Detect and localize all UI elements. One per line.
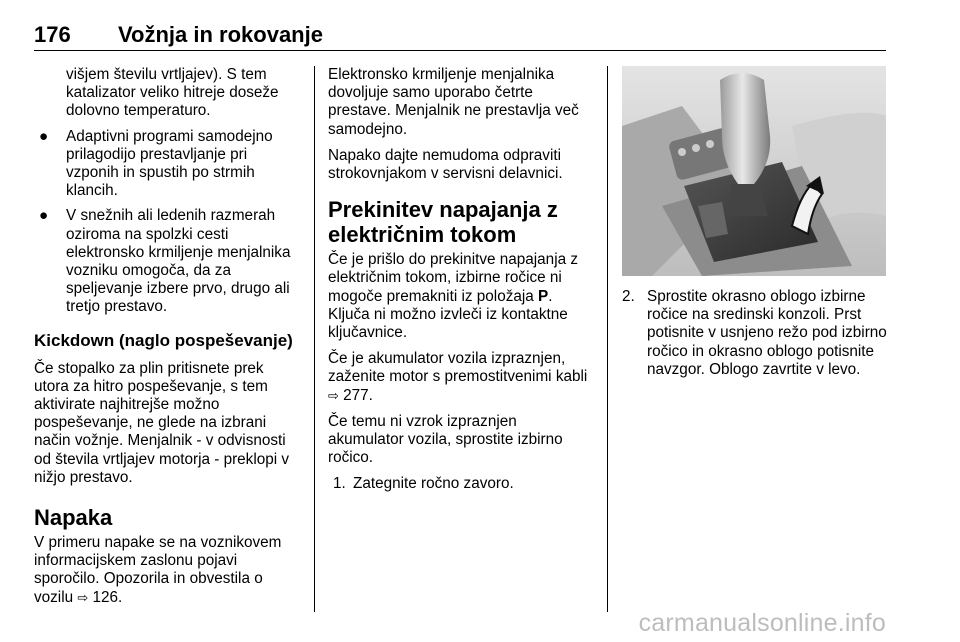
paragraph: Napako dajte nemudoma odpraviti strokovnjakom v servisni delavnici. [328,146,563,183]
page-number: 176 [34,22,71,47]
step-number: 1. [333,475,346,493]
list-item-text: V snežnih ali ledenih razmerah oziroma na spolzki cesti elektronsko krmiljenje menjalnika vozniku omogoča, da za speljevanje izbere prvo, drugo ali tretjo prestavo. [66,207,291,316]
kickdown-text: Če stopalko za plin pritisnete prek utora za hitro pospeševanje, s tem aktivirate najhitrejše možno pospeševanje, ne glede na izbrani način vožnje. Menjalnik - v odvisnosti od števila vrtljajev motorja - preklopi v nižjo prestavo. [34,359,290,486]
gear-selector-photo [622,66,886,276]
page-ref-link[interactable]: 277. [343,386,373,404]
gear-selector-illustration [622,66,886,276]
step-number: 2. [622,288,635,305]
step-1 [328,475,596,493]
list-item [34,207,302,316]
step-text: Sprostite okrasno oblogo izbirne ročice na sredinski konzoli. Prst potisnite v usnjeno režo pod izbirno ročico in okrasno oblogo potisnite navzgor. Oblogo zavrtite v levo. [647,288,887,378]
step-2 [622,288,888,379]
bullet-dot-icon: ● [39,207,49,225]
bullet-dot-icon: ● [39,127,49,145]
position-p-label: P [538,287,549,305]
column-divider [314,66,315,612]
page-ref-link[interactable]: 126. [92,588,123,606]
paragraph: Če je akumulator vozila izpraznjen, zaženite motor s premostitvenimi kabli ⇨ 277. [328,350,588,404]
list-item-text: Adaptivni programi samodejno prilagodijo prestavljanje pri vzponih in spustih po strmih klancih. [66,127,273,200]
kickdown-heading: Kickdown (naglo pospeševanje) [34,330,293,350]
power-interruption-heading: Prekinitev napajanja z električnim tokom [328,197,558,248]
list-item [34,128,302,201]
column-middle [328,66,596,494]
column-left [34,66,302,615]
ref-arrow-icon: ⇨ [328,387,339,403]
page-header [34,18,886,51]
chapter-title: Vožnja in rokovanje [118,22,323,47]
watermark: carmanualsonline.info [638,609,886,637]
napaka-heading: Napaka [34,505,113,531]
continued-text: višjem številu vrtljajev). S tem katalizator veliko hitreje doseže dolovno temperaturo. [66,66,279,120]
ref-arrow-icon: ⇨ [77,589,89,605]
paragraph: Elektronsko krmiljenje menjalnika dovoljuje samo uporabo četrte prestave. Menjalnik ne prestavlja več samodejno. [328,66,579,138]
paragraph: Če temu ni vzrok izpraznjen akumulator vozila, sprostite izbirno ročico. [328,412,563,467]
paragraph: Če je prišlo do prekinitve napajanja z električnim tokom, izbirne ročice ni mogoče premakniti iz položaja P. Ključa ni možno izvleči iz kontaktne ključavnice. [328,251,578,342]
column-right [622,288,888,379]
column-divider [607,66,608,612]
napaka-text: V primeru napake se na voznikovem informacijskem zaslonu pojavi sporočilo. Opozorila in obvestila o vozilu ⇨ 126. [34,534,282,606]
step-text: Zategnite ročno zavoro. [353,475,514,493]
